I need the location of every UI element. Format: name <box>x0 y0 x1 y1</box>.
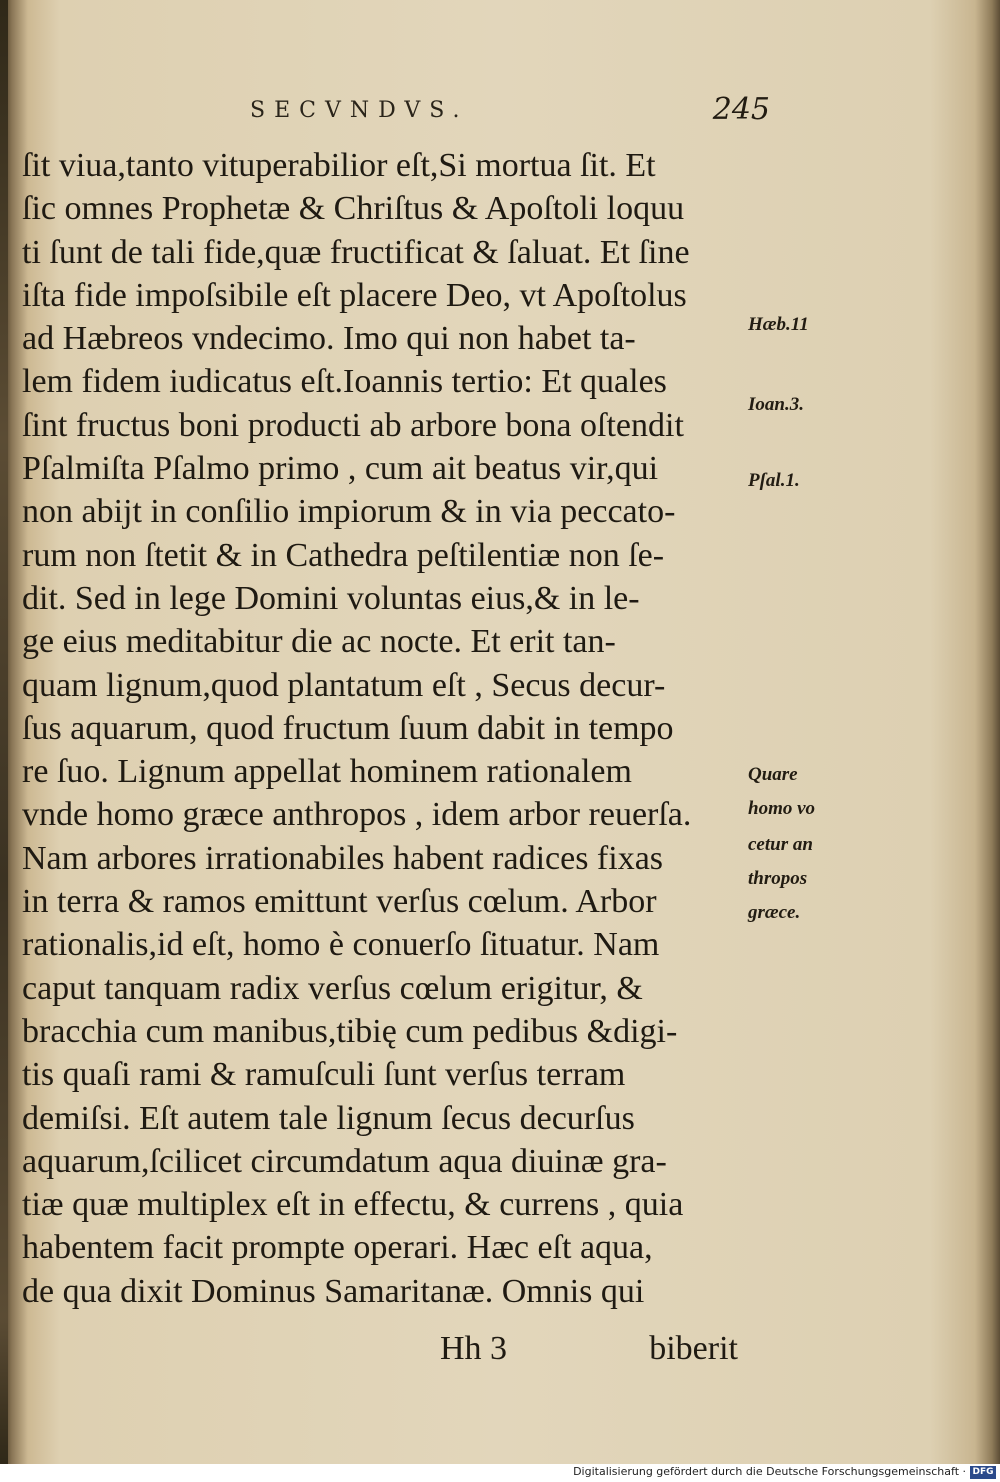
margin-note-quare-line: homo vo <box>748 798 816 819</box>
text-line: tiæ quæ multiplex eſt in effectu, & currens , quia <box>22 1186 684 1224</box>
text-line: dit. Sed in lege Domini voluntas eius,& in le- <box>22 579 640 617</box>
page-header <box>250 92 770 140</box>
text-line: Pſalmiſta Pſalmo primo , cum ait beatus vir,qui <box>22 450 659 488</box>
catchword: biberit <box>649 1330 738 1367</box>
text-line: ſit viua,tanto vituperabilior eſt,Si mortua ſit. Et <box>22 147 656 184</box>
text-line: ge eius meditabitur die ac nocte. Et erit tan- <box>22 623 616 661</box>
text-line: demiſsi. Eſt autem tale lignum ſecus decurſus <box>22 1099 635 1137</box>
dfg-logo: DFG <box>970 1466 996 1479</box>
text-line: ad Hæbreos vndecimo. Imo qui non habet ta- <box>22 320 636 358</box>
margin-note-quare-line: Quare <box>748 764 798 785</box>
margin-note-psalm: Pſal.1. <box>748 470 800 491</box>
text-line: ſic omnes Prophetæ & Chriſtus & Apoſtoli loquu <box>22 190 685 228</box>
text-line: rationalis,id eſt, homo è conuerſo ſituatur. Nam <box>22 926 660 964</box>
text-line: caput tanquam radix verſus cœlum erigitur, & <box>22 969 643 1007</box>
folio-number: 245 <box>712 92 770 127</box>
text-line: bracchia cum manibus,tibię cum pedibus &digi- <box>22 1012 678 1050</box>
text-line: rum non ſtetit & in Cathedra peſtilentiæ non ſe- <box>22 536 665 574</box>
margin-note-quare-line: græce. <box>748 902 801 923</box>
text-line: ſus aquarum, quod fructum ſuum dabit in tempo <box>22 709 674 747</box>
page-edge <box>0 0 8 1464</box>
margin-note-ioannis: Ioan.3. <box>748 394 804 415</box>
funding-credit: Digitalisierung gefördert durch die Deutsche Forschungsgemeinschaft · <box>573 1465 966 1478</box>
text-line: ti ſunt de tali fide,quæ fructificat & ſaluat. Et ſine <box>22 233 690 271</box>
text-line: de qua dixit Dominus Samaritanæ. Omnis qui <box>22 1272 645 1310</box>
running-head: SECVNDVS. <box>250 98 469 123</box>
text-line: vnde homo græce anthropos , idem arbor reuerſa. <box>22 796 692 834</box>
text-line: lem fidem iudicatus eſt.Ioannis tertio: Et quales <box>22 363 667 401</box>
text-line: tis quaſi rami & ramuſculi ſunt verſus terram <box>22 1056 626 1094</box>
text-line: iſta fide impoſsibile eſt placere Deo, vt Apoſtolus <box>22 276 687 314</box>
catchline <box>22 1330 744 1374</box>
text-line: non abijt in conſilio impiorum & in via peccato- <box>22 493 676 531</box>
text-line: in terra & ramos emittunt verſus cœlum. Arbor <box>22 883 657 921</box>
text-line: habentem facit prompte operari. Hæc eſt aqua, <box>22 1229 653 1267</box>
text-line: re ſuo. Lignum appellat hominem rationalem <box>22 753 632 791</box>
signature-mark: Hh 3 <box>440 1330 508 1367</box>
text-line: Nam arbores irrationabiles habent radices fixas <box>22 839 664 877</box>
margin-note-quare-line: thropos <box>748 868 808 889</box>
text-line: ſint fructus boni producti ab arbore bona oſtendit <box>22 406 684 444</box>
text-line: aquarum,ſcilicet circumdatum aqua diuinæ gra- <box>22 1142 667 1180</box>
body-text <box>22 144 744 1313</box>
margin-note-hebrews: Hæb.11 <box>748 314 809 335</box>
margin-note-quare-line: cetur an <box>748 834 813 855</box>
text-line: quam lignum,quod plantatum eſt , Secus decur- <box>22 666 666 704</box>
footer-bar <box>0 1464 1000 1482</box>
